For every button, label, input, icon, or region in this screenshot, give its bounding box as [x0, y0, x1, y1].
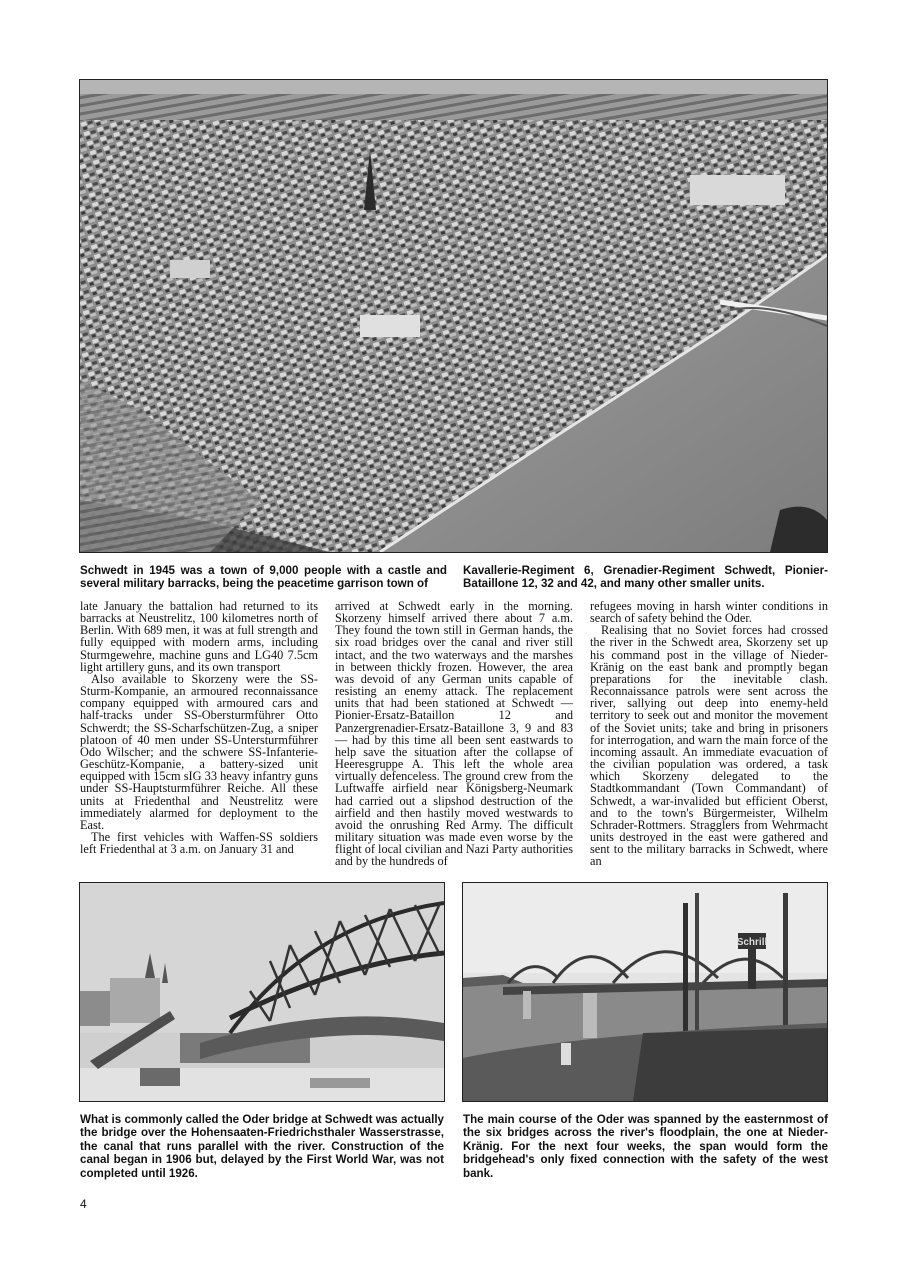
paragraph: The first vehicles with Waffen-SS soldiers left Friedenthal at 3 a.m. on January 31 and	[80, 829, 318, 857]
canal-bridge-photo	[79, 882, 445, 1102]
oder-bridge-caption: The main course of the Oder was spanned by the easternmost of the six bridges across the river's floodplain, the one at Nieder-Kränig. For the next four weeks, the span would form the bridgehead's only fixed connection with the safety of the west bank.	[463, 1113, 828, 1180]
body-column-1	[80, 600, 318, 855]
paragraph: refugees moving in harsh winter conditions in search of safety behind the Oder.	[590, 599, 828, 626]
paragraph: Realising that no Soviet forces had crossed the river in the Schwedt area, Skorzeny set up his command post in the village of Nieder-Kränig on the east bank and promptly began preparations for the inevitable clash. Reconnaissance patrols were sent across the river, sallying out deep into enemy-held territory to seek out and monitor the movement of the Soviet units; take and bring in prisoners for interrogation, and warn the main force of the incoming assault. An immediate evacuation of the civilian population was ordered, a task which Skorzeny delegated to the Stadtkommandant (Town Commandant) of Schwedt, a war-invalided but efficient Oberst, and to the town's Bürgermeister, Wilhelm Schrader-Rottmers. Stragglers from Wehrmacht units destroyed in the east were gathered and sent to the military barracks in Schwedt, where an	[590, 623, 828, 869]
paragraph: arrived at Schwedt early in the morning. Skorzeny himself arrived there about 7 a.m. They found the town still in German hands, the six road bridges over the canal and river still intact, and the two waterways and the marshes in between thickly frozen. However, the area was devoid of any German units capable of resisting an enemy attack. The replacement units that had been stationed at Schwedt — Pionier-Ersatz-Bataillon 12 and Panzergrenadier-Ersatz-Bataillone 3, 9 and 83 — had by this time all been sent eastwards to help save the situation after the collapse of Heeresgruppe A. This left the whole area virtually defenceless. The ground crew from the Luftwaffe airfield near Königsberg-Neumark had carried out a slipshod destruction of the airfield and then hastily moved westwards to avoid the onrushing Red Army. The difficult military situation was made even worse by the flight of local civilian and Nazi Party authorities and by the hundreds of	[335, 599, 574, 869]
page-number: 4	[80, 1197, 87, 1211]
aerial-photo-schwedt	[79, 79, 828, 553]
paragraph: late January the battalion had returned to its barracks at Neustrelitz, 100 kilometres north of Berlin. With 689 men, it was at full strength and fully equipped with modern arms, including Sturmgewehre, machine guns and LG40 7.5cm light artillery guns, and its own transport	[80, 599, 318, 674]
body-column-2	[335, 600, 573, 867]
bridge-sign-text: Schrill	[736, 937, 768, 948]
top-photo-caption-left: Schwedt in 1945 was a town of 9,000 people with a castle and several military barracks, being the peacetime garrison town of	[80, 564, 447, 591]
top-photo-caption-right: Kavallerie-Regiment 6, Grenadier-Regiment Schwedt, Pionier-Bataillone 12, 32 and 42, and many other smaller units.	[463, 564, 828, 591]
body-column-3	[590, 600, 828, 867]
paragraph: Also available to Skorzeny were the SS-Sturm-Kompanie, an armoured reconnaissance company equipped with armoured cars and half-tracks under SS-Obersturmführer Otto Schwerdt; the SS-Scharfschützen-Zug, a sniper platoon of 40 men under SS-Untersturmführer Odo Wilscher; and the schwere SS-Infanterie-Geschütz-Kompanie, a battery-sized unit equipped with 15cm sIG 33 heavy infantry guns under SS-Hauptsturmführer Reiche. All these units at Friedenthal and Neustrelitz were immediately alarmed for deployment to the East.	[80, 671, 318, 832]
canal-bridge-caption: What is commonly called the Oder bridge at Schwedt was actually the bridge over the Hohensaaten-Friedrichsthaler Wasserstrasse, the canal that runs parallel with the river. Construction of the canal began in 1906 but, delayed by the First World War, was not completed until 1926.	[80, 1113, 445, 1180]
oder-bridge-photo	[462, 882, 828, 1102]
